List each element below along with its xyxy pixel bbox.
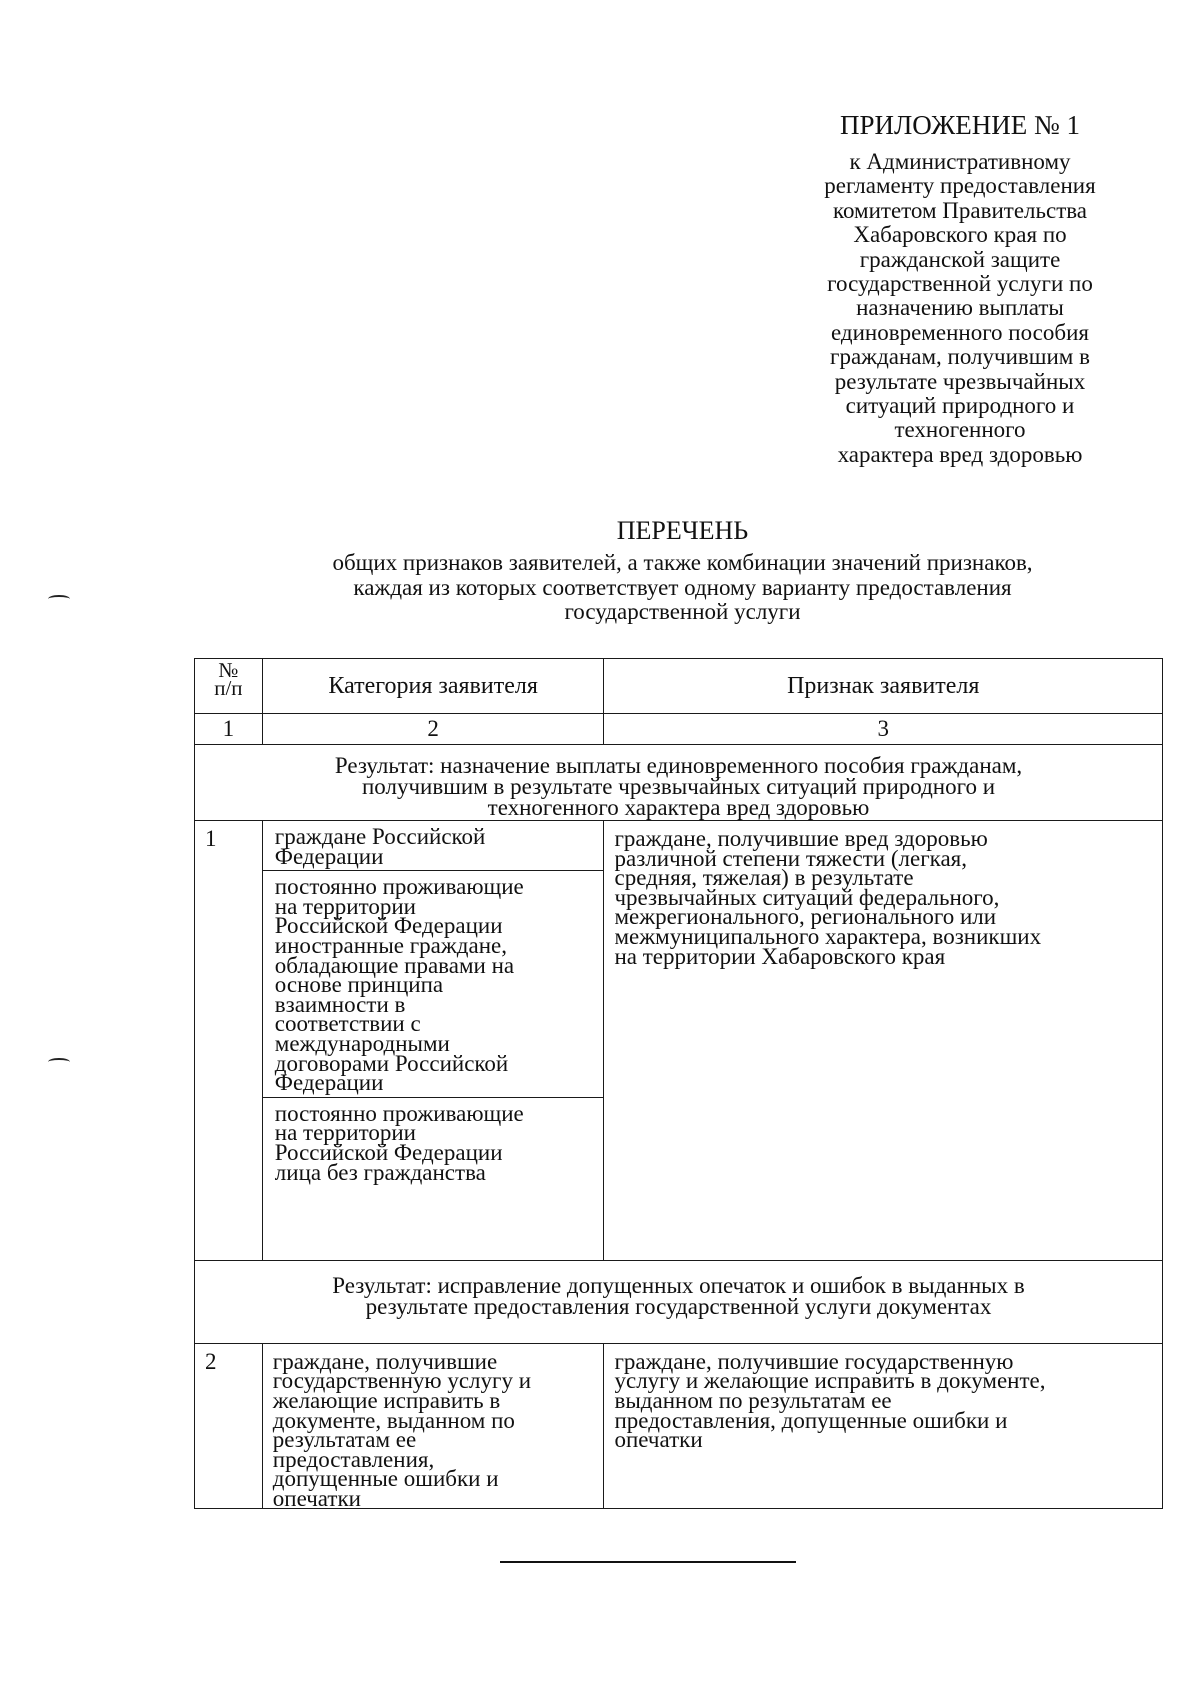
result-line: техногенного характера вред здоровью [487, 795, 870, 820]
category-line: результатам ее [272, 1427, 417, 1453]
category-cell [262, 821, 604, 1261]
header-sign: Признак заявителя [604, 659, 1163, 714]
row-number: 2 [195, 1343, 263, 1509]
category-line: обладающие правами на [274, 952, 515, 978]
sign-line: межрегионального, регионального или [614, 904, 997, 930]
list-title: ПЕРЕЧЕНЬ [616, 516, 749, 545]
category-cell [262, 1343, 604, 1509]
annex-line: Хабаровского края по [853, 222, 1067, 248]
column-index: 1 [195, 714, 263, 745]
table-header-row [195, 659, 1163, 714]
sign-cell [604, 821, 1163, 1261]
result-line: результате предоставления государственной услуги документах [365, 1293, 992, 1319]
margin-mark [48, 595, 70, 603]
annex-line: гражданской защите [859, 246, 1061, 272]
category-line: на территории [274, 1120, 416, 1146]
subtitle-line: общих признаков заявителей, а также комбинации значений признаков, [332, 550, 1033, 575]
list-subtitle [0, 551, 1200, 625]
category-item [263, 1098, 604, 1260]
annex-line: результате чрезвычайных [834, 368, 1086, 394]
subtitle-line: каждая из которых соответствует одному варианту предоставления [353, 574, 1012, 600]
category-line: на территории [274, 893, 416, 919]
result-heading [195, 1260, 1163, 1343]
header-num-symbol: № [218, 658, 239, 682]
category-line: лица без гражданства [274, 1159, 486, 1185]
annex-line: регламенту предоставления [824, 173, 1096, 199]
annex-line: комитетом Правительства [832, 197, 1088, 223]
annex-line: единовременного пособия [831, 319, 1089, 345]
sign-line: услугу и желающие исправить в документе, [614, 1368, 1046, 1394]
category-item [263, 871, 604, 1098]
category-line: опечатки [272, 1485, 361, 1511]
result-line: получившим в результате чрезвычайных ситуаций природного и [361, 774, 996, 799]
criteria-table [194, 658, 1163, 1509]
sign-line: граждане, получившие государственную [614, 1348, 1014, 1374]
header-num-abbr: п/п [214, 676, 243, 700]
sign-line: граждане, получившие вред здоровью [614, 826, 988, 851]
annex-line: гражданам, получившим в [830, 344, 1090, 370]
result-row [195, 745, 1163, 821]
sign-line: на территории Хабаровского края [614, 943, 946, 969]
margin-mark [48, 1058, 70, 1066]
sign-line: чрезвычайных ситуаций федерального, [614, 884, 1000, 910]
annex-line: ситуаций природного и [845, 393, 1075, 419]
category-line: допущенные ошибки и [272, 1466, 499, 1492]
category-line: желающие исправить в [272, 1387, 501, 1413]
category-line: постоянно проживающие [274, 1100, 524, 1126]
category-line: иностранные граждане, [274, 932, 507, 958]
category-line: договорами Российской [274, 1050, 509, 1076]
sign-line: предоставления, допущенные ошибки и [614, 1407, 1008, 1433]
sign-line: опечатки [614, 1427, 703, 1453]
subtitle-line: государственной услуги [564, 599, 801, 624]
category-line: Федерации [274, 1070, 384, 1096]
category-item [263, 821, 604, 871]
column-index-row [195, 714, 1163, 745]
result-heading [195, 745, 1163, 821]
category-line: предоставления, [272, 1446, 435, 1472]
table-row [195, 821, 1163, 1261]
row-number: 1 [195, 821, 263, 1261]
annex-line: к Административному [849, 149, 1071, 174]
category-line: международными [274, 1030, 450, 1056]
result-line: Результат: исправление допущенных опечаток и ошибок в выданных в [332, 1272, 1025, 1298]
sign-line: межмуниципального характера, возникших [614, 923, 1042, 949]
category-line: граждане, получившие [272, 1348, 498, 1374]
category-line: документе, выданном по [272, 1407, 515, 1433]
category-line: Российской Федерации [274, 1139, 503, 1165]
sign-line: выданном по результатам ее [614, 1387, 892, 1413]
annex-line: техногенного [894, 417, 1026, 443]
footer-divider [500, 1561, 796, 1563]
result-row [195, 1260, 1163, 1343]
sign-line: различной степени тяжести (легкая, [614, 845, 968, 871]
category-line: государственную услугу и [272, 1368, 532, 1394]
annex-title: ПРИЛОЖЕНИЕ № 1 [839, 110, 1081, 140]
column-index: 3 [604, 714, 1163, 745]
category-line: Федерации [274, 843, 384, 869]
sign-cell [604, 1343, 1163, 1509]
annex-line: характера вред здоровью [837, 441, 1083, 467]
column-index: 2 [262, 714, 604, 745]
table-row [195, 1343, 1163, 1509]
category-line: соответствии с [274, 1011, 421, 1037]
category-line: граждане Российской [274, 824, 486, 849]
category-line: постоянно проживающие [274, 874, 524, 900]
header-num [195, 659, 263, 714]
category-line: основе принципа [274, 972, 444, 998]
sign-line: средняя, тяжелая) в результате [614, 865, 914, 891]
header-category: Категория заявителя [262, 659, 604, 714]
category-line: взаимности в [274, 991, 406, 1017]
result-line: Результат: назначение выплаты единовременного пособия гражданам, [334, 753, 1023, 778]
annex-line: государственной услуги по [827, 271, 1093, 297]
annex-line: назначению выплаты [856, 295, 1064, 321]
category-line: Российской Федерации [274, 913, 503, 939]
annex-header [770, 108, 1150, 467]
